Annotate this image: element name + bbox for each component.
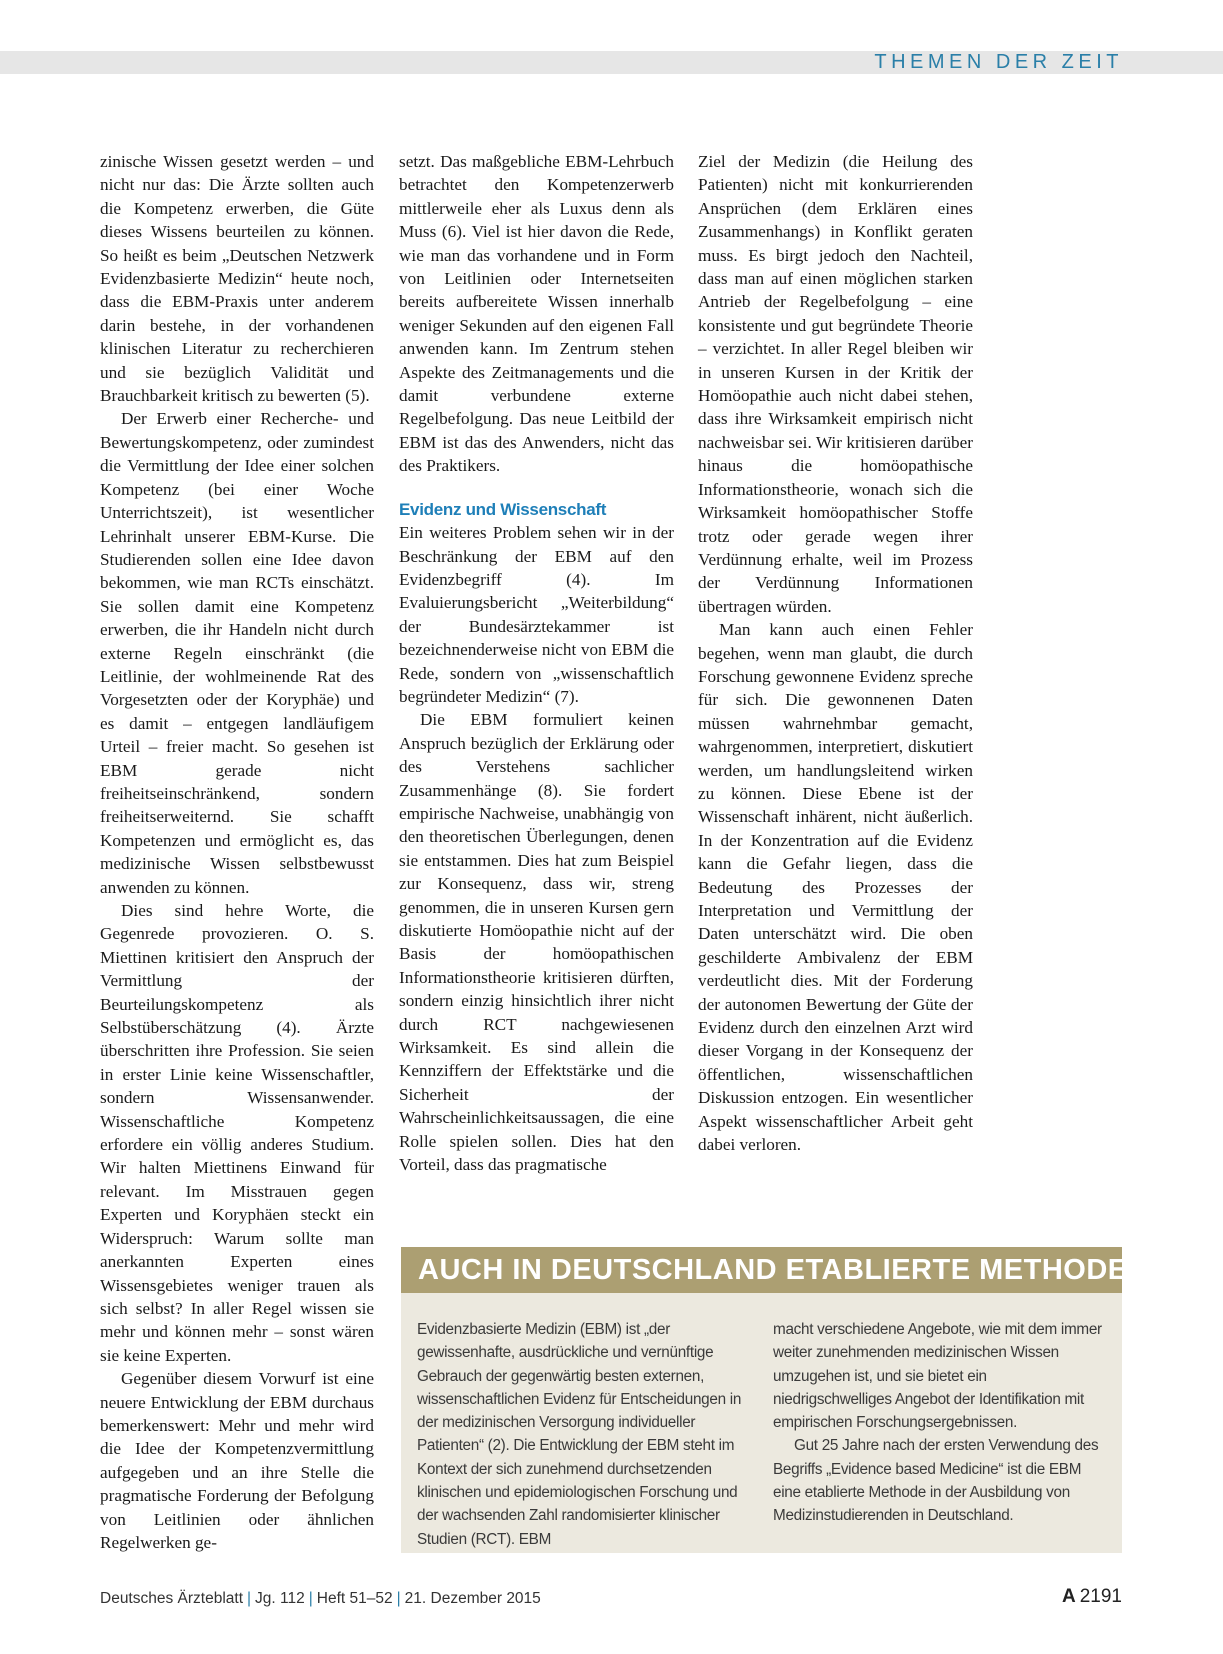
info-box-title: AUCH IN DEUTSCHLAND ETABLIERTE METHODE (418, 1254, 1128, 1286)
info-box-column-2 (773, 1318, 1106, 1528)
text-column-2 (399, 150, 674, 1176)
paragraph: setzt. Das maßgebliche EBM-Lehrbuch betrachtet den Kompetenzerwerb mittlerweile eher als Luxus denn als Muss (6). Viel ist hier davon die Rede, wie man das vorhandene und in Form von Leitlinien oder Internetseiten bereits aufbereitete Wissen innerhalb weniger Sekunden auf den eigenen Fall anwenden kann. Im Zentrum stehen Aspekte des Zeitmanagements und die damit verbundene externe Regelbefolgung. Das neue Leitbild der EBM ist das des Anwenders, nicht das des Praktikers. (399, 152, 674, 476)
paragraph: Der Erwerb einer Recherche- und Bewertungskompetenz, oder zumindest die Vermittlung der Idee einer solchen Kompetenz (bei einer Woche Unterrichtszeit), ist wesentlicher Lehrinhalt unserer EBM-Kurse. Die Studierenden sollen eine Idee davon bekommen, wie man RCTs einschätzt. Sie sollen damit eine Kompetenz erwerben, die ihr Handeln nicht durch externe Regeln einschränkt (die Leitlinie, der wohlmeinende Rat des Vorgesetzten oder der Koryphäe) und es damit – entgegen landläufigem Urteil – freier macht. So gesehen ist EBM gerade nicht freiheitseinschränkend, sondern freiheitserweiternd. Sie schafft Kompetenzen und ermöglicht es, das medizinische Wissen selbstbewusst anwenden zu können. (100, 409, 374, 897)
page-prefix: A (1061, 1586, 1076, 1607)
footer-separator: | (247, 1590, 252, 1607)
page-number (1062, 1584, 1122, 1610)
paragraph: Ein weiteres Problem sehen wir in der Beschränkung der EBM auf den Evidenzbegriff (4). Im Evaluierungsbericht „Weiterbildung“ der Bundesärztekammer ist bezeichnenderweise nicht von EBM die Rede, sondern von „wissenschaftlich begründeter Medizin“ (7). (399, 523, 674, 706)
paragraph: Gegenüber diesem Vorwurf ist eine neuere Entwicklung der EBM durchaus bemerkenswert: Mehr und mehr wird die Idee der Kompetenzvermittlung aufgegeben und an ihre Stelle die pragmatische Forderung der Befolgung von Leitlinien oder ähnlichen Regelwerken ge- (100, 1369, 374, 1552)
footer-citation (100, 1586, 1122, 1612)
paragraph: Die EBM formuliert keinen Anspruch bezüglich der Erklärung oder des Verstehens sachlicher Zusammenhänge (8). Sie fordert empirische Nachweise, unabhängig von den theoretischen Überlegungen, denen sie entstammen. Dies hat zum Beispiel zur Konsequenz, dass wir, streng genommen, die in unseren Kursen gern diskutierte Homöopathie nicht auf der Basis der homöopathischen Informationstheorie kritisieren dürften, sondern einzig hinsichtlich ihrer nicht durch RCT nachgewiesenen Wirksamkeit. Es sind allein die Kennziffern der Effektstärke und die Sicherheit der Wahrscheinlichkeitsaussagen, die eine Rolle spielen sollen. Dies hat den Vorteil, dass das pragmatische (399, 710, 674, 1175)
text-column-1 (100, 150, 374, 1554)
footer-separator: | (396, 1590, 401, 1607)
paragraph: Gut 25 Jahre nach der ersten Verwendung des Begriffs „Evidence based Medicine“ ist die EBM eine etablierte Methode in der Ausbildung von Medizinstudierenden in Deutschland. (773, 1437, 1099, 1525)
info-box (401, 1247, 1128, 1553)
footer-journal: Deutsches Ärzteblatt (100, 1590, 244, 1607)
info-box-header (401, 1247, 1128, 1293)
paragraph: Dies sind hehre Worte, die Gegenrede provozieren. O. S. Miettinen kritisiert den Anspruch der Vermittlung der Beurteilungskompetenz als Selbstüberschätzung (4). Ärzte überschritten ihre Profession. Sie seien in erster Linie keine Wissenschaftler, sondern Wissensanwender. Wissenschaftliche Kompetenz erfordere ein völlig anderes Studium. Wir halten Miettinens Einwand für relevant. Im Misstrauen gegen Experten und Koryphäen steckt ein Widerspruch: Warum sollte man anerkannten Experten eines Wissensgebietes weniger trauen als sich selbst? In aller Regel wissen sie mehr und können mehr – sonst wären sie keine Experten. (100, 901, 374, 1365)
info-box-column-1 (417, 1318, 755, 1551)
text-column-3 (698, 150, 973, 1156)
footer-separator: | (308, 1590, 313, 1607)
paragraph: Ziel der Medizin (die Heilung des Patienten) nicht mit konkurrierenden Ansprüchen (dem Erklären eines Zusammenhangs) in Konflikt geraten muss. Es birgt jedoch den Nachteil, dass man auf einen möglichen starken Antrieb der Regelbefolgung – eine konsistente und gut begründete Theorie – verzichtet. In aller Regel bleiben wir in unseren Kursen in der Kritik der Homöopathie auch nicht dabei stehen, dass ihre Wirksamkeit empirisch nicht nachweisbar sei. Wir kritisieren darüber hinaus die homöopathische Informationstheorie, wonach sich die Wirksamkeit homöopathischer Stoffe trotz oder gerade wegen ihrer Verdünnung erhalte, weil im Prozess der Verdünnung Informationen übertragen würden. (698, 152, 973, 616)
footer-date: 21. Dezember 2015 (404, 1590, 541, 1607)
subheading: Evidenz und Wissenschaft (399, 499, 607, 519)
page-footer (100, 1586, 1122, 1612)
footer-volume: Jg. 112 (255, 1590, 305, 1607)
section-title: THEMEN DER ZEIT (874, 51, 1123, 73)
paragraph: Man kann auch einen Fehler begehen, wenn man glaubt, die durch Forschung gewonnene Evidenz spreche für sich. Die gewonnenen Daten müssen wahrnehmbar gemacht, wahrgenommen, interpretiert, diskutiert werden, um handlungsleitend wirken zu können. Diese Ebene ist der Wissenschaft inhärent, nicht äußerlich. In der Konzentration auf die Evidenz kann die Gefahr liegen, dass die Bedeutung des Prozesses der Interpretation und Vermittlung der Daten unterschätzt wird. Die oben geschilderte Ambivalenz der EBM verdeutlicht dies. Mit der Forderung der autonomen Bewertung der Güte der Evidenz durch den einzelnen Arzt wird dieser Vorgang in der Konsequenz der öffentlichen, wissenschaftlichen Diskussion entzogen. Ein wesentlicher Aspekt wissenschaftlicher Arbeit geht dabei verloren. (698, 620, 973, 1155)
footer-issue: Heft 51–52 (316, 1590, 393, 1607)
paragraph: zinische Wissen gesetzt werden – und nicht nur das: Die Ärzte sollten auch die Kompetenz erwerben, die Güte dieses Wissens beurteilen zu können. So heißt es beim „Deutschen Netzwerk Evidenzbasierte Medizin“ heute noch, dass die EBM-Praxis unter anderem darin bestehe, in der vorhandenen klinischen Literatur zu recherchieren und sie bezüglich Validität und Brauchbarkeit kritisch zu bewerten (5). (100, 152, 374, 406)
paragraph: Evidenzbasierte Medizin (EBM) ist „der gewissenhafte, ausdrückliche und vernünftige Gebrauch der gegenwärtig besten externen, wissenschaftlichen Evidenz für Entscheidungen in der medizinischen Versorgung individueller Patienten“ (2). Die Entwicklung der EBM steht im Kontext der sich zunehmend durchsetzenden klinischen und epidemiologischen Forschung und der wachsenden Zahl randomisierter klinischer Studien (RCT). EBM (417, 1321, 742, 1548)
page-number-value: 2191 (1079, 1586, 1122, 1607)
paragraph: macht verschiedene Angebote, wie mit dem immer weiter zunehmenden medizinischen Wissen umzugehen ist, und sie bietet ein niedrigschwelliges Angebot der Identifikation mit empirischen Forschungsergebnissen. (773, 1321, 1102, 1432)
